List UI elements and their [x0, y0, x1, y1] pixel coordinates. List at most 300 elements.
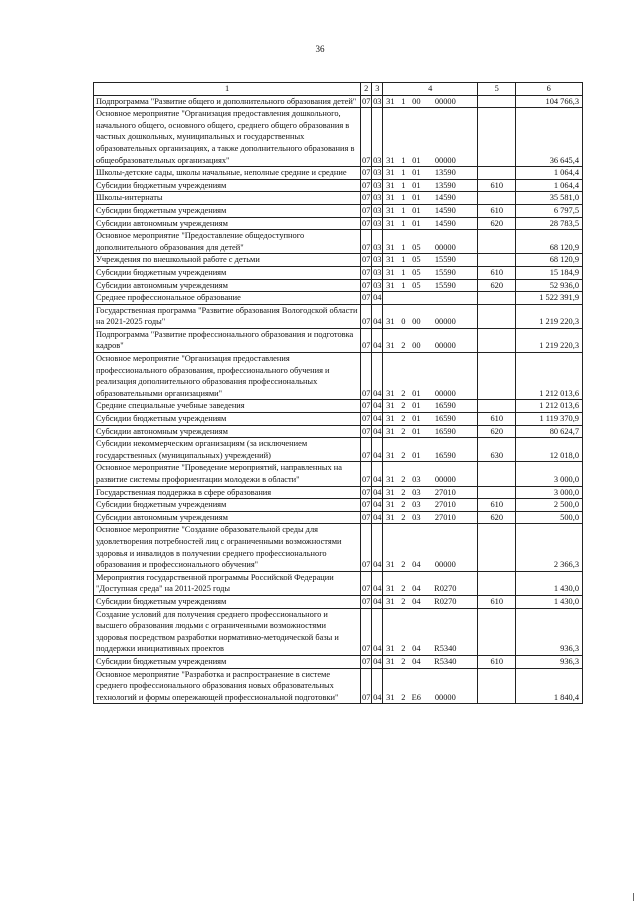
row-target-code — [383, 499, 478, 512]
code-direction: 00000 — [434, 341, 456, 351]
row-subsection: 03 — [372, 230, 383, 254]
row-target-code — [383, 192, 478, 205]
row-target-code — [383, 511, 478, 524]
code-direction: 00000 — [434, 388, 456, 398]
code-program: 31 — [386, 584, 395, 594]
row-amount: 1 840,4 — [516, 668, 583, 704]
table-row — [94, 230, 583, 254]
row-section: 07 — [361, 304, 372, 328]
code-subprogram: 2 — [401, 692, 406, 702]
code-subprogram: 1 — [401, 180, 406, 190]
table-row — [94, 524, 583, 571]
row-section: 07 — [361, 167, 372, 180]
table-row — [94, 413, 583, 426]
code-subprogram: 2 — [401, 401, 406, 411]
row-amount: 15 184,9 — [516, 266, 583, 279]
row-target-code — [383, 462, 478, 486]
row-expense-type — [478, 230, 516, 254]
row-expense-type: 620 — [478, 511, 516, 524]
row-amount: 1 430,0 — [516, 595, 583, 608]
row-amount: 936,3 — [516, 655, 583, 668]
row-expense-type — [478, 462, 516, 486]
row-section: 07 — [361, 192, 372, 205]
code-activity: 01 — [412, 414, 421, 424]
code-subprogram: 1 — [401, 168, 406, 178]
row-expense-type — [478, 254, 516, 267]
row-target-code — [383, 266, 478, 279]
row-name: Основное мероприятие "Разработка и распространение в системе среднего профессионального образования новых образовательных технологий и формы опережающей профессиональной подготовки" — [94, 668, 361, 704]
code-activity: 04 — [412, 644, 421, 654]
row-section: 07 — [361, 230, 372, 254]
code-program: 31 — [386, 168, 395, 178]
row-amount: 36 645,4 — [516, 108, 583, 167]
row-section: 07 — [361, 571, 372, 595]
row-subsection: 04 — [372, 328, 383, 352]
table-row — [94, 499, 583, 512]
row-expense-type — [478, 524, 516, 571]
code-program: 31 — [386, 426, 395, 436]
row-name: Основное мероприятие "Проведение мероприятий, направленных на развитие системы профориентации молодежи в области" — [94, 462, 361, 486]
code-program: 31 — [386, 512, 395, 522]
table-row — [94, 425, 583, 438]
code-program: 31 — [386, 280, 395, 290]
table-row — [94, 192, 583, 205]
row-name: Школы-интернаты — [94, 192, 361, 205]
row-name: Субсидии бюджетным учреждениям — [94, 266, 361, 279]
code-subprogram: 0 — [401, 317, 406, 327]
row-subsection: 04 — [372, 304, 383, 328]
code-activity: 01 — [412, 401, 421, 411]
table-row — [94, 486, 583, 499]
row-target-code — [383, 524, 478, 571]
row-amount: 80 624,7 — [516, 425, 583, 438]
code-activity: 04 — [412, 656, 421, 666]
row-subsection: 04 — [372, 571, 383, 595]
code-activity: 01 — [412, 426, 421, 436]
row-subsection: 04 — [372, 292, 383, 305]
code-subprogram: 1 — [401, 242, 406, 252]
code-activity: 03 — [412, 500, 421, 510]
code-subprogram: 1 — [401, 205, 406, 215]
row-target-code — [383, 179, 478, 192]
budget-table — [93, 82, 583, 704]
header-col-2: 2 — [361, 83, 372, 96]
code-program: 31 — [386, 450, 395, 460]
row-name: Субсидии некоммерческим организациям (за исключением государственных (муниципальных) учреждений) — [94, 438, 361, 462]
row-expense-type — [478, 304, 516, 328]
code-subprogram: 2 — [401, 426, 406, 436]
row-target-code — [383, 304, 478, 328]
row-subsection: 03 — [372, 95, 383, 108]
code-activity: 01 — [412, 205, 421, 215]
row-subsection: 04 — [372, 413, 383, 426]
row-name: Основное мероприятие "Организация предоставления профессионального образования, профессионального обучения и реализация дополнительного образования профессиональных образовательными организациями" — [94, 353, 361, 400]
code-activity: 01 — [412, 218, 421, 228]
code-subprogram: 1 — [401, 280, 406, 290]
row-target-code — [383, 292, 478, 305]
row-section: 07 — [361, 524, 372, 571]
row-subsection: 04 — [372, 608, 383, 655]
row-target-code — [383, 279, 478, 292]
row-subsection: 04 — [372, 400, 383, 413]
row-target-code — [383, 571, 478, 595]
code-program: 31 — [386, 487, 395, 497]
row-subsection: 04 — [372, 499, 383, 512]
table-row — [94, 254, 583, 267]
row-section: 07 — [361, 413, 372, 426]
code-program: 31 — [386, 255, 395, 265]
row-section: 07 — [361, 353, 372, 400]
code-direction: 13590 — [434, 180, 456, 190]
code-subprogram: 1 — [401, 96, 406, 106]
row-name: Подпрограмма "Развитие профессионального образования и подготовка кадров" — [94, 328, 361, 352]
code-direction: 00000 — [434, 692, 456, 702]
row-subsection: 04 — [372, 511, 383, 524]
row-target-code — [383, 400, 478, 413]
code-activity: 01 — [412, 450, 421, 460]
code-direction: R0270 — [434, 584, 457, 594]
code-direction: 16590 — [434, 450, 456, 460]
row-section: 07 — [361, 400, 372, 413]
code-direction: 15590 — [434, 255, 456, 265]
code-program: 31 — [386, 500, 395, 510]
row-section: 07 — [361, 108, 372, 167]
row-amount: 68 120,9 — [516, 254, 583, 267]
row-target-code — [383, 438, 478, 462]
row-expense-type: 610 — [478, 179, 516, 192]
row-expense-type — [478, 167, 516, 180]
row-amount: 1 064,4 — [516, 179, 583, 192]
row-target-code — [383, 595, 478, 608]
row-expense-type — [478, 108, 516, 167]
table-row — [94, 108, 583, 167]
code-activity: 05 — [412, 267, 421, 277]
row-name: Субсидии автономным учреждениям — [94, 279, 361, 292]
table-row — [94, 167, 583, 180]
code-subprogram: 2 — [401, 388, 406, 398]
row-section: 07 — [361, 595, 372, 608]
code-direction: 00000 — [434, 560, 456, 570]
row-amount: 2 366,3 — [516, 524, 583, 571]
code-program: 31 — [386, 560, 395, 570]
row-expense-type: 620 — [478, 279, 516, 292]
row-target-code — [383, 608, 478, 655]
code-subprogram: 1 — [401, 218, 406, 228]
row-amount: 52 936,0 — [516, 279, 583, 292]
table-header-row — [94, 83, 583, 96]
table-row — [94, 279, 583, 292]
row-section: 07 — [361, 511, 372, 524]
row-subsection: 03 — [372, 254, 383, 267]
row-name: Субсидии автономным учреждениям — [94, 511, 361, 524]
code-program: 31 — [386, 242, 395, 252]
code-direction: 27010 — [434, 500, 456, 510]
table-row — [94, 571, 583, 595]
row-section: 07 — [361, 328, 372, 352]
row-amount: 35 581,0 — [516, 192, 583, 205]
table-row — [94, 655, 583, 668]
code-subprogram: 1 — [401, 193, 406, 203]
code-direction: 16590 — [434, 426, 456, 436]
row-amount: 1 219 220,3 — [516, 328, 583, 352]
code-direction: 00000 — [434, 96, 456, 106]
code-activity: 05 — [412, 242, 421, 252]
code-program: 31 — [386, 596, 395, 606]
row-amount: 1 219 220,3 — [516, 304, 583, 328]
row-expense-type: 610 — [478, 499, 516, 512]
row-section: 07 — [361, 608, 372, 655]
code-program: 31 — [386, 414, 395, 424]
row-target-code — [383, 230, 478, 254]
row-name: Школы-детские сады, школы начальные, неполные средние и средние — [94, 167, 361, 180]
code-direction: R0270 — [434, 596, 457, 606]
row-subsection: 04 — [372, 668, 383, 704]
row-section: 07 — [361, 292, 372, 305]
row-subsection: 04 — [372, 438, 383, 462]
row-subsection: 04 — [372, 353, 383, 400]
code-activity: 03 — [412, 487, 421, 497]
row-name: Субсидии автономным учреждениям — [94, 425, 361, 438]
row-target-code — [383, 95, 478, 108]
row-name: Учреждения по внешкольной работе с детьми — [94, 254, 361, 267]
code-program: 31 — [386, 401, 395, 411]
code-activity: 03 — [412, 475, 421, 484]
row-name: Подпрограмма "Развитие общего и дополнительного образования детей" — [94, 95, 361, 108]
code-activity: 00 — [412, 96, 421, 106]
table-row — [94, 438, 583, 462]
table-row — [94, 204, 583, 217]
row-expense-type: 630 — [478, 438, 516, 462]
row-name: Субсидии бюджетным учреждениям — [94, 179, 361, 192]
row-amount: 1 430,0 — [516, 571, 583, 595]
row-amount: 104 766,3 — [516, 95, 583, 108]
code-subprogram: 2 — [401, 341, 406, 351]
code-subprogram: 2 — [401, 644, 406, 654]
row-expense-type — [478, 95, 516, 108]
row-expense-type: 610 — [478, 413, 516, 426]
code-direction: 15590 — [434, 280, 456, 290]
code-subprogram: 1 — [401, 155, 406, 165]
row-subsection: 04 — [372, 595, 383, 608]
row-expense-type — [478, 292, 516, 305]
code-activity: 01 — [412, 388, 421, 398]
code-activity: 01 — [412, 193, 421, 203]
row-section: 07 — [361, 266, 372, 279]
header-col-1: 1 — [94, 83, 361, 96]
row-target-code — [383, 204, 478, 217]
row-target-code — [383, 486, 478, 499]
code-activity: 01 — [412, 180, 421, 190]
code-direction: 16590 — [434, 414, 456, 424]
code-subprogram: 1 — [401, 267, 406, 277]
row-expense-type — [478, 608, 516, 655]
row-section: 07 — [361, 486, 372, 499]
code-direction: 15590 — [434, 267, 456, 277]
row-amount: 500,0 — [516, 511, 583, 524]
row-name: Государственная программа "Развитие образования Вологодской области на 2021-2025 годы" — [94, 304, 361, 328]
row-name: Создание условий для получения среднего профессионального и высшего образования людьми с ограниченными возможностями здоровья посредством разработки нормативно-методической базы и поддержки инициативных проектов — [94, 608, 361, 655]
code-program: 31 — [386, 644, 395, 654]
row-subsection: 04 — [372, 486, 383, 499]
code-direction: R5340 — [434, 644, 457, 654]
code-program: 31 — [386, 388, 395, 398]
code-direction: 14590 — [434, 193, 456, 203]
row-amount: 28 783,5 — [516, 217, 583, 230]
row-name: Основное мероприятие "Организация предоставления дошкольного, начального общего, основного общего, среднего общего образования в частных дошкольных, муниципальных и государственных образовательных организациях, а также дополнительного образования в общеобразовательных организациях" — [94, 108, 361, 167]
row-subsection: 04 — [372, 524, 383, 571]
row-target-code — [383, 668, 478, 704]
row-subsection: 04 — [372, 462, 383, 486]
row-target-code — [383, 254, 478, 267]
row-target-code — [383, 167, 478, 180]
code-program: 31 — [386, 317, 395, 327]
header-col-4: 4 — [383, 83, 478, 96]
code-direction: 14590 — [434, 205, 456, 215]
row-subsection: 03 — [372, 204, 383, 217]
row-expense-type: 610 — [478, 266, 516, 279]
row-amount: 12 018,0 — [516, 438, 583, 462]
row-name: Основное мероприятие "Предоставление общедоступного дополнительного образования для детей" — [94, 230, 361, 254]
row-expense-type — [478, 486, 516, 499]
code-activity: E6 — [411, 692, 421, 702]
code-program: 31 — [386, 218, 395, 228]
row-name: Мероприятия государственной программы Российской Федерации "Доступная среда" на 2011-2025 годы — [94, 571, 361, 595]
page-number: 36 — [315, 44, 325, 54]
row-section: 07 — [361, 217, 372, 230]
row-name: Субсидии бюджетным учреждениям — [94, 413, 361, 426]
table-row — [94, 595, 583, 608]
code-direction: 00000 — [434, 475, 456, 484]
code-subprogram: 2 — [401, 414, 406, 424]
row-section: 07 — [361, 204, 372, 217]
code-activity: 04 — [412, 584, 421, 594]
code-activity: 04 — [412, 560, 421, 570]
header-col-3: 3 — [372, 83, 383, 96]
row-expense-type: 610 — [478, 595, 516, 608]
table-row — [94, 292, 583, 305]
code-subprogram: 2 — [401, 475, 406, 484]
row-section: 07 — [361, 254, 372, 267]
row-target-code — [383, 425, 478, 438]
row-amount: 1 064,4 — [516, 167, 583, 180]
row-name: Субсидии автономным учреждениям — [94, 217, 361, 230]
code-program: 31 — [386, 341, 395, 351]
code-subprogram: 2 — [401, 512, 406, 522]
row-amount: 1 212 013,6 — [516, 400, 583, 413]
row-name: Субсидии бюджетным учреждениям — [94, 204, 361, 217]
row-amount: 936,3 — [516, 608, 583, 655]
code-direction: 00000 — [434, 242, 456, 252]
row-subsection: 03 — [372, 108, 383, 167]
row-target-code — [383, 353, 478, 400]
row-amount: 68 120,9 — [516, 230, 583, 254]
row-target-code — [383, 108, 478, 167]
row-expense-type — [478, 668, 516, 704]
code-subprogram: 2 — [401, 656, 406, 666]
code-activity: 01 — [412, 155, 421, 165]
code-subprogram: 2 — [401, 450, 406, 460]
code-activity: 00 — [412, 317, 421, 327]
code-activity: 04 — [412, 596, 421, 606]
code-program: 31 — [386, 96, 395, 106]
header-col-6: 6 — [516, 83, 583, 96]
code-direction: R5340 — [434, 656, 457, 666]
row-section: 07 — [361, 95, 372, 108]
code-program: 31 — [386, 692, 395, 702]
table-row — [94, 353, 583, 400]
code-direction: 16590 — [434, 401, 456, 411]
code-activity: 00 — [412, 341, 421, 351]
row-name: Государственная поддержка в сфере образования — [94, 486, 361, 499]
row-amount: 1 119 370,9 — [516, 413, 583, 426]
row-target-code — [383, 217, 478, 230]
row-expense-type — [478, 571, 516, 595]
code-program: 31 — [386, 267, 395, 277]
row-section: 07 — [361, 425, 372, 438]
code-subprogram: 2 — [401, 584, 406, 594]
row-amount: 6 797,5 — [516, 204, 583, 217]
row-amount: 1 522 391,9 — [516, 292, 583, 305]
code-activity: 03 — [412, 512, 421, 522]
code-program: 31 — [386, 656, 395, 666]
row-section: 07 — [361, 655, 372, 668]
row-name: Среднее профессиональное образование — [94, 292, 361, 305]
row-subsection: 03 — [372, 217, 383, 230]
code-program: 31 — [386, 180, 395, 190]
table-row — [94, 400, 583, 413]
row-expense-type: 610 — [478, 204, 516, 217]
table-row — [94, 668, 583, 704]
row-amount: 1 212 013,6 — [516, 353, 583, 400]
code-subprogram: 1 — [401, 255, 406, 265]
code-program: 31 — [386, 193, 395, 203]
row-name: Субсидии бюджетным учреждениям — [94, 595, 361, 608]
row-target-code — [383, 413, 478, 426]
row-subsection: 04 — [372, 655, 383, 668]
table-row — [94, 462, 583, 486]
code-program: 31 — [386, 155, 395, 165]
row-section: 07 — [361, 438, 372, 462]
row-target-code — [383, 328, 478, 352]
row-section: 07 — [361, 179, 372, 192]
row-amount: 2 500,0 — [516, 499, 583, 512]
code-activity: 05 — [412, 280, 421, 290]
code-subprogram: 2 — [401, 596, 406, 606]
code-program: 31 — [386, 205, 395, 215]
code-program: 31 — [386, 475, 395, 484]
row-expense-type — [478, 328, 516, 352]
row-name: Средние специальные учебные заведения — [94, 400, 361, 413]
row-subsection: 03 — [372, 192, 383, 205]
table-row — [94, 95, 583, 108]
row-section: 07 — [361, 668, 372, 704]
code-direction: 14590 — [434, 218, 456, 228]
row-target-code — [383, 655, 478, 668]
row-subsection: 03 — [372, 266, 383, 279]
table-row — [94, 608, 583, 655]
table-row — [94, 304, 583, 328]
row-expense-type: 620 — [478, 425, 516, 438]
code-subprogram: 2 — [401, 560, 406, 570]
row-amount: 3 000,0 — [516, 486, 583, 499]
code-subprogram: 2 — [401, 500, 406, 510]
table-row — [94, 217, 583, 230]
row-section: 07 — [361, 462, 372, 486]
code-activity: 01 — [412, 168, 421, 178]
row-expense-type — [478, 353, 516, 400]
code-direction: 00000 — [434, 317, 456, 327]
row-section: 07 — [361, 279, 372, 292]
